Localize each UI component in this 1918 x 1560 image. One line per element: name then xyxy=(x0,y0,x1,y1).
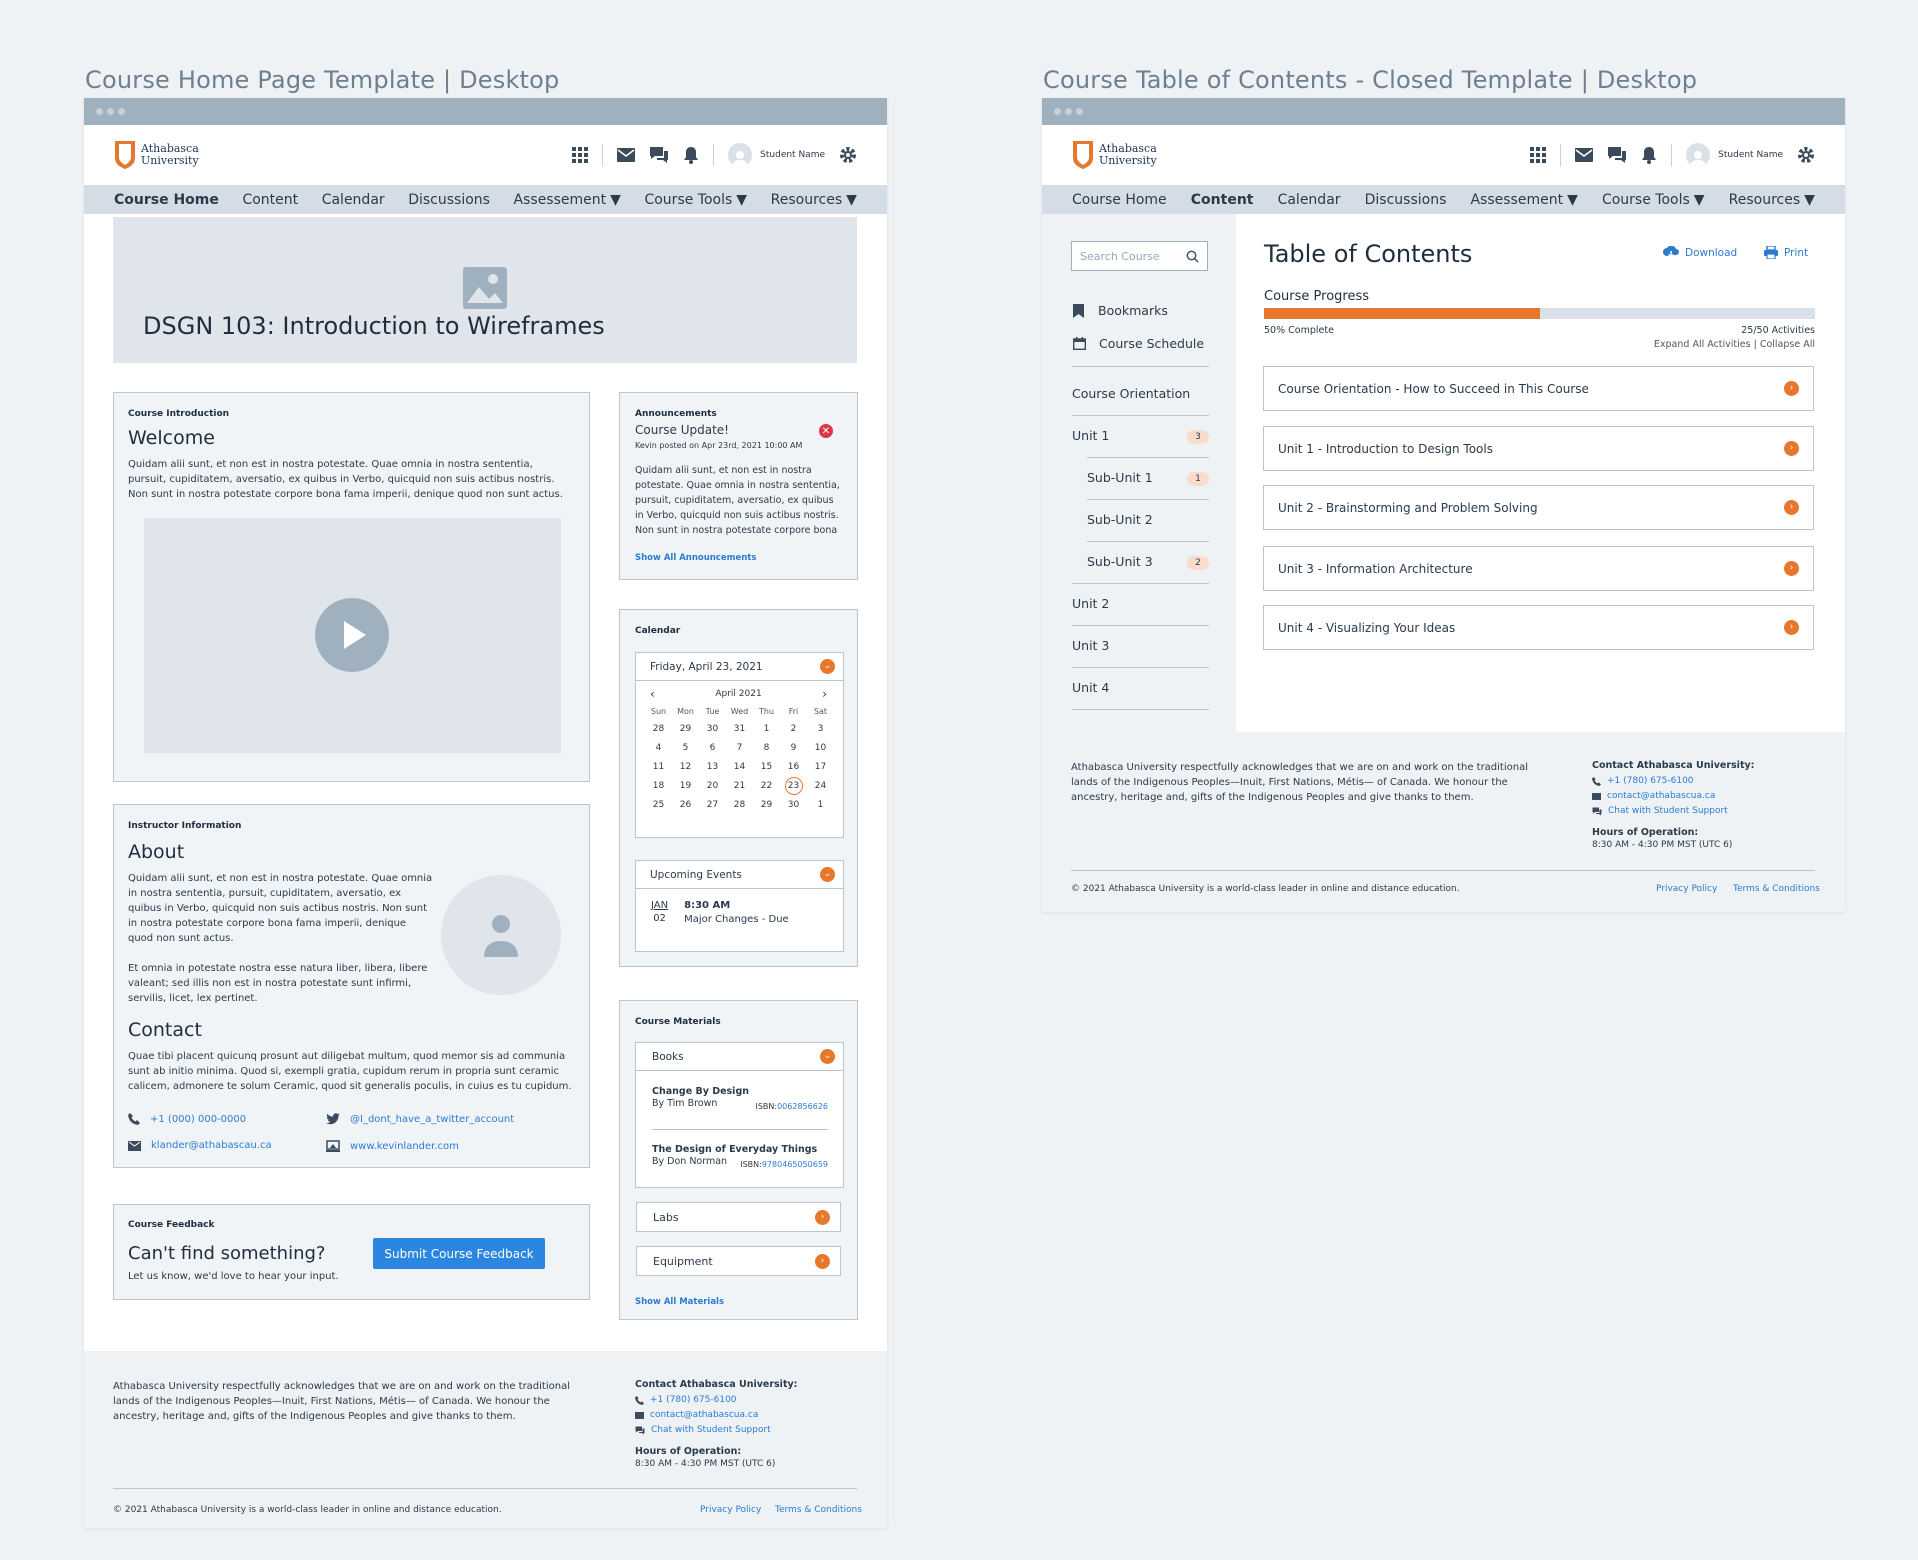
window-chrome xyxy=(84,98,887,125)
sidebar-item-sub-unit-1[interactable] xyxy=(1072,458,1209,499)
nav-course-home[interactable]: Course Home xyxy=(1072,191,1167,208)
book-isbn[interactable]: 9780465050659 xyxy=(761,1160,828,1169)
chevron-down-icon: ▼ xyxy=(1693,191,1705,208)
calendar-day[interactable]: 27 xyxy=(706,799,719,810)
calendar-day[interactable]: 12 xyxy=(679,761,692,772)
book-title: Change By Design xyxy=(652,1086,750,1097)
contact-title: Contact Athabasca University: xyxy=(1592,760,1755,771)
today-marker xyxy=(785,777,803,795)
announcements-card xyxy=(619,392,858,580)
card-text: Quidam alii sunt, et non est in nostra potestate. Quae omnia in nostra sententia, pursuit, cupiditatem, aversatio, ex quibus in Verbo, quicquid non suis actibus nostris. Non sunt in nostra potestate corpore bona fama imperii, denique quod non sunt actus. xyxy=(128,459,563,500)
expand-collapse-links[interactable]: Expand All Activities | Collapse All xyxy=(1653,339,1815,350)
user-name: Student Name xyxy=(1718,150,1783,160)
footer-email[interactable] xyxy=(1592,789,1754,804)
phone-text: +1 (000) 000-0000 xyxy=(150,1113,247,1125)
user-menu[interactable] xyxy=(1686,143,1783,167)
calendar-day[interactable]: 31 xyxy=(733,723,746,734)
calendar-day[interactable]: 20 xyxy=(706,780,719,791)
site-header xyxy=(84,125,887,185)
chevron-right-icon: › xyxy=(815,1254,830,1269)
book-author: By Tim Brown xyxy=(652,1098,718,1109)
toc-row-unit-3[interactable] xyxy=(1263,546,1814,591)
divider xyxy=(1072,366,1209,367)
card-label: Course Introduction xyxy=(128,409,230,419)
announcement-text: Quidam alii sunt, et non est in nostra potestate. Quae omnia in nostra sententia, pursuit, cupiditatem, aversatio, ex quibus in Verbo, quicquid non suis actibus nostris. Non sunt in nostra potestate corpore bona xyxy=(635,465,840,536)
apps-grid-icon[interactable] xyxy=(1530,147,1546,163)
nav-course-tools-label: Course Tools xyxy=(1601,191,1690,208)
download-button[interactable] xyxy=(1663,246,1737,259)
isbn-label: ISBN: xyxy=(740,1160,762,1169)
calendar-day[interactable]: 18 xyxy=(652,780,665,791)
chevron-right-icon: › xyxy=(1784,381,1799,396)
sidebar-item-label: Unit 3 xyxy=(1072,638,1110,653)
count-badge: 1 xyxy=(1187,472,1209,486)
labs-label: Labs xyxy=(653,1210,679,1224)
calendar-day[interactable]: 16 xyxy=(787,761,800,772)
day-header: Tue xyxy=(705,706,720,716)
event-item[interactable] xyxy=(636,889,843,927)
logo-line1: Athabasca xyxy=(141,142,199,155)
phone-icon xyxy=(128,1113,140,1125)
about-text: Quidam alii sunt, et non est in nostra potestate. Quae omnia in nostra sententia, pursuit, cupiditatem, aversatio, ex quibus in Verbo, quicquid non suis actibus nostris. Non sunt in nostra potestate corpore bona fama imperii, denique quod non sunt actus. xyxy=(128,873,433,944)
instructor-website[interactable] xyxy=(326,1140,459,1152)
chevron-left-icon[interactable]: ‹ xyxy=(650,687,655,701)
print-label: Print xyxy=(1784,246,1809,259)
footer-divider xyxy=(113,1488,857,1489)
toc-sidebar xyxy=(1042,214,1236,732)
toc-row-course-orientation[interactable] xyxy=(1263,366,1814,411)
calendar-day[interactable]: 22 xyxy=(760,780,773,791)
land-acknowledgement: Athabasca University respectfully acknowledges that we are on and work on the traditional lands of the Indigenous Peoples—Inuit, First Nations, Métis— of Canada. We honour the ancestry, heritage and, gifts of the Indigenous Peoples and give thanks to them. xyxy=(113,1381,570,1422)
chevron-right-icon: › xyxy=(1784,561,1799,576)
footer-email-text: contact@athabascua.ca xyxy=(1607,791,1716,801)
mail-icon[interactable] xyxy=(1575,148,1593,162)
sidebar-item-label: Unit 1 xyxy=(1072,428,1110,443)
calendar-day[interactable]: 26 xyxy=(679,799,692,810)
calendar-card xyxy=(619,609,858,967)
athabasca-logo[interactable] xyxy=(1072,140,1157,170)
email-icon xyxy=(1592,793,1601,800)
footer-chat-text: Chat with Student Support xyxy=(651,1425,771,1435)
selected-date: Friday, April 23, 2021 xyxy=(650,660,763,673)
website-text: www.kevinlander.com xyxy=(350,1140,459,1152)
book-isbn[interactable]: 0062856626 xyxy=(777,1102,828,1111)
day-header: Sun xyxy=(650,706,667,716)
user-avatar-icon xyxy=(1686,143,1710,167)
privacy-policy-link[interactable]: Privacy Policy xyxy=(700,1505,762,1515)
count-badge: 3 xyxy=(1187,430,1209,444)
card-label: Announcements xyxy=(635,409,717,419)
terms-link[interactable]: Terms & Conditions xyxy=(1733,884,1820,894)
logo-line2: University xyxy=(1099,154,1157,167)
about-heading: About xyxy=(128,841,185,863)
print-button[interactable] xyxy=(1764,246,1808,259)
video-player[interactable] xyxy=(144,518,561,753)
footer-contact xyxy=(635,1377,797,1470)
calendar-widget xyxy=(635,652,844,838)
card-label: Course Feedback xyxy=(128,1220,215,1230)
calendar-day[interactable]: 5 xyxy=(682,742,689,753)
calendar-day[interactable]: 30 xyxy=(706,723,719,734)
table-of-contents-frame xyxy=(1042,98,1845,912)
calendar-day[interactable]: 28 xyxy=(652,723,665,734)
labs-accordion[interactable] xyxy=(636,1202,841,1232)
event-title: Major Changes - Due xyxy=(684,914,789,925)
course-schedule-label: Course Schedule xyxy=(1099,336,1205,351)
calendar-day-today[interactable]: 23 xyxy=(780,776,807,795)
chevron-down-icon: ▼ xyxy=(610,191,621,208)
progress-complete-text: 50% Complete xyxy=(1264,325,1334,336)
announcement-meta: Kevin posted on Apr 23rd, 2021 10:00 AM xyxy=(635,441,803,450)
hours-title: Hours of Operation: xyxy=(1592,827,1699,838)
nav-course-home[interactable]: Course Home xyxy=(114,191,219,208)
phone-icon xyxy=(1592,777,1601,786)
hours-text: 8:30 AM - 4:30 PM MST (UTC 6) xyxy=(635,1459,776,1469)
chevron-right-icon: › xyxy=(815,1210,830,1225)
site-footer xyxy=(84,1351,887,1528)
nav-discussions[interactable]: Discussions xyxy=(1364,191,1447,208)
day-header: Wed xyxy=(730,706,749,716)
privacy-policy-link[interactable]: Privacy Policy xyxy=(1656,884,1718,894)
day-header: Mon xyxy=(677,706,694,716)
bookmark-icon xyxy=(1073,304,1084,318)
left-page-title: Course Home Page Template | Desktop xyxy=(85,66,560,94)
day-header: Fri xyxy=(788,706,799,716)
logo-line1: Athabasca xyxy=(1099,142,1157,155)
nav-course-tools[interactable] xyxy=(1602,192,1705,208)
announcement-title: Course Update! xyxy=(635,423,729,437)
footer-phone[interactable] xyxy=(635,1393,797,1408)
calendar-grid xyxy=(645,703,834,814)
book-item xyxy=(652,1144,828,1171)
card-label: Instructor Information xyxy=(128,821,242,831)
card-heading: Welcome xyxy=(128,427,215,449)
window-chrome xyxy=(1042,98,1845,125)
books-header[interactable] xyxy=(636,1043,843,1071)
avatar-placeholder-icon xyxy=(441,875,561,995)
sidebar-item-unit-2[interactable] xyxy=(1072,584,1209,625)
course-feedback-card xyxy=(113,1204,590,1300)
calendar-day[interactable]: 17 xyxy=(814,761,827,772)
site-header xyxy=(1042,125,1845,185)
event-time: 8:30 AM xyxy=(684,900,731,911)
calendar-day[interactable]: 11 xyxy=(652,761,665,772)
nav-calendar[interactable]: Calendar xyxy=(321,191,385,208)
nav-assessement[interactable] xyxy=(1470,192,1577,208)
calendar-day[interactable]: 25 xyxy=(652,799,665,810)
chevron-down-icon[interactable]: ⌄ xyxy=(820,659,835,674)
calendar-day[interactable]: 24 xyxy=(814,780,827,791)
toc-row-label: Unit 4 - Visualizing Your Ideas xyxy=(1278,620,1456,635)
footer-chat[interactable] xyxy=(1592,804,1754,819)
header-divider xyxy=(602,144,603,166)
day-header: Sat xyxy=(813,706,828,716)
card-label: Calendar xyxy=(635,626,681,636)
calendar-day[interactable]: 4 xyxy=(655,742,662,753)
nav-calendar[interactable]: Calendar xyxy=(1277,191,1341,208)
email-text: klander@athabascau.ca xyxy=(151,1140,272,1151)
day-header: Thu xyxy=(758,706,775,716)
chevron-down-icon: ▼ xyxy=(846,191,857,208)
calendar-day[interactable]: 6 xyxy=(709,742,716,753)
header-divider xyxy=(713,144,714,166)
instructor-phone[interactable] xyxy=(128,1113,246,1125)
chevron-down-icon: ▼ xyxy=(1567,191,1578,208)
submit-feedback-button[interactable]: Submit Course Feedback xyxy=(373,1238,545,1269)
copyright: © 2021 Athabasca University is a world-class leader in online and distance education. xyxy=(113,1505,502,1515)
footer-phone[interactable] xyxy=(1592,774,1754,789)
footer-chat-text: Chat with Student Support xyxy=(1608,806,1728,816)
close-icon[interactable]: ✕ xyxy=(819,424,833,438)
calendar-day[interactable]: 29 xyxy=(679,723,692,734)
user-avatar-icon xyxy=(728,143,752,167)
about-text-2: Et omnia in potestate nostra esse natura liber, libera, libere valeant; sed illis non est in nostra potestate sunt infirmi, servilis, licet, lex pertinet. xyxy=(128,963,428,1004)
download-icon xyxy=(1663,246,1679,259)
gear-icon[interactable] xyxy=(1797,146,1815,164)
land-acknowledgement: Athabasca University respectfully acknowledges that we are on and work on the traditional lands of the Indigenous Peoples—Inuit, First Nations, Métis— of Canada. We honour the ancestry, heritage and, gifts of the Indigenous Peoples and give thanks to them. xyxy=(1071,762,1528,803)
chevron-right-icon: › xyxy=(1784,620,1799,635)
phone-icon xyxy=(635,1396,644,1405)
terms-link[interactable]: Terms & Conditions xyxy=(775,1505,862,1515)
contact-text: Quae tibi placent quicunq prosunt aut diligebat multum, quod memor sis ad communia sunt ab initio minima. Quod si, exempli gratia, cupidum rerum in propria sunt ceramic calicem, admonere te solum Ceramic, quod sit generalis poculis, in cuius es tu cupidum. xyxy=(128,1051,572,1092)
calendar-day[interactable]: 15 xyxy=(760,761,773,772)
calendar-day[interactable]: 21 xyxy=(733,780,746,791)
nav-assessement[interactable] xyxy=(514,192,621,208)
email-icon xyxy=(635,1412,644,1419)
mail-icon[interactable] xyxy=(617,148,635,162)
site-footer xyxy=(1042,732,1845,912)
isbn-label: ISBN: xyxy=(755,1102,778,1111)
athabasca-logo[interactable] xyxy=(114,140,199,170)
bell-icon[interactable] xyxy=(683,146,699,164)
instructor-twitter[interactable] xyxy=(326,1113,514,1125)
divider xyxy=(1072,709,1209,710)
nav-course-tools-label: Course Tools xyxy=(644,191,733,208)
nav-resources-label: Resources xyxy=(1728,191,1801,208)
progress-activities: 25/50 Activities xyxy=(1741,325,1815,336)
calendar-day[interactable]: 3 xyxy=(817,723,824,734)
print-icon xyxy=(1764,246,1778,259)
chevron-down-icon[interactable]: ⌄ xyxy=(820,1049,835,1064)
nav-resources[interactable] xyxy=(771,192,857,208)
nav-course-tools[interactable] xyxy=(644,192,747,208)
header-divider xyxy=(1560,144,1561,166)
instructor-card xyxy=(113,804,590,1168)
chevron-right-icon: › xyxy=(1784,441,1799,456)
sidebar-item-sub-unit-3[interactable] xyxy=(1072,542,1209,583)
calendar-month: April 2021 xyxy=(715,689,762,699)
bell-icon[interactable] xyxy=(1641,146,1657,164)
equipment-label: Equipment xyxy=(653,1254,713,1268)
nav-resources-label: Resources xyxy=(770,191,843,208)
calendar-day[interactable]: 19 xyxy=(679,780,692,791)
nav-discussions[interactable]: Discussions xyxy=(408,191,490,208)
user-menu[interactable] xyxy=(728,143,825,167)
toc-row-label: Course Orientation - How to Succeed in This Course xyxy=(1278,381,1589,396)
user-name: Student Name xyxy=(760,150,825,160)
instructor-email[interactable] xyxy=(128,1140,272,1151)
copyright: © 2021 Athabasca University is a world-class leader in online and distance education. xyxy=(1071,884,1460,894)
course-hero xyxy=(113,217,857,363)
chevron-down-icon: ▼ xyxy=(736,191,748,208)
apps-grid-icon[interactable] xyxy=(572,147,588,163)
books-label: Books xyxy=(652,1050,684,1063)
shield-logo-icon xyxy=(1072,140,1094,170)
footer-email[interactable] xyxy=(635,1408,797,1423)
calendar-day[interactable]: 13 xyxy=(706,761,719,772)
twitter-icon xyxy=(326,1113,340,1125)
chevron-down-icon: ▼ xyxy=(1804,191,1815,208)
nav-assessement-label: Assessement xyxy=(1470,191,1564,208)
email-icon xyxy=(128,1141,141,1151)
sidebar-item-label: Sub-Unit 3 xyxy=(1087,554,1153,569)
calendar-day[interactable]: 14 xyxy=(733,761,746,772)
search-placeholder: Search Course xyxy=(1080,249,1160,263)
date-select[interactable] xyxy=(636,653,843,681)
feedback-heading: Can't find something? xyxy=(128,1243,326,1264)
calendar-day[interactable]: 30 xyxy=(787,799,800,810)
sidebar-item-course-orientation[interactable] xyxy=(1072,374,1209,415)
upcoming-events xyxy=(635,860,844,952)
sidebar-item-label: Unit 4 xyxy=(1072,680,1110,695)
books-accordion xyxy=(635,1042,844,1188)
nav-content[interactable]: Content xyxy=(242,191,299,208)
calendar-day[interactable]: 8 xyxy=(763,742,770,753)
nav-resources[interactable] xyxy=(1729,192,1815,208)
gear-icon[interactable] xyxy=(839,146,857,164)
logo-line2: University xyxy=(141,154,199,167)
toc-row-label: Unit 3 - Information Architecture xyxy=(1278,561,1473,576)
search-icon[interactable] xyxy=(1186,250,1199,263)
chat-icon xyxy=(1592,807,1602,816)
course-title: DSGN 103: Introduction to Wireframes xyxy=(143,312,605,340)
calendar-day[interactable]: 1 xyxy=(763,723,770,734)
chat-icon[interactable] xyxy=(649,146,669,164)
download-label: Download xyxy=(1685,246,1738,259)
chat-icon xyxy=(635,1426,645,1435)
show-all-materials-link[interactable]: Show All Materials xyxy=(635,1297,725,1307)
sidebar-item-label: Sub-Unit 2 xyxy=(1087,512,1153,527)
sidebar-item-sub-unit-2[interactable] xyxy=(1072,500,1209,541)
bookmarks-label: Bookmarks xyxy=(1098,303,1168,318)
course-schedule-link[interactable] xyxy=(1073,336,1204,351)
card-label: Course Materials xyxy=(635,1017,721,1027)
footer-contact xyxy=(1592,758,1754,851)
calendar-day[interactable]: 9 xyxy=(790,742,797,753)
website-icon xyxy=(326,1140,340,1152)
hours-text: 8:30 AM - 4:30 PM MST (UTC 6) xyxy=(1592,840,1733,850)
sidebar-item-label: Unit 2 xyxy=(1072,596,1110,611)
chevron-right-icon[interactable]: › xyxy=(822,687,827,701)
count-badge: 2 xyxy=(1187,556,1209,570)
toc-row-unit-1[interactable] xyxy=(1263,426,1814,471)
book-item xyxy=(652,1086,828,1113)
sidebar-item-label: Course Orientation xyxy=(1072,386,1191,401)
contact-heading: Contact xyxy=(128,1019,202,1041)
book-author: By Don Norman xyxy=(652,1156,728,1167)
toc-main xyxy=(1236,214,1845,732)
sidebar-item-unit-1[interactable] xyxy=(1072,416,1209,457)
header-divider xyxy=(1671,144,1672,166)
course-introduction-card xyxy=(113,392,590,782)
footer-phone-text: +1 (780) 675-6100 xyxy=(1607,776,1694,786)
course-materials-card xyxy=(619,1000,858,1320)
calendar-day[interactable]: 28 xyxy=(733,799,746,810)
progress-bar xyxy=(1264,308,1815,319)
footer-chat[interactable] xyxy=(635,1423,797,1438)
sidebar-item-label: Sub-Unit 1 xyxy=(1087,470,1153,485)
sidebar-item-unit-3[interactable] xyxy=(1072,626,1209,667)
calendar-icon xyxy=(1073,337,1086,350)
hours-title: Hours of Operation: xyxy=(635,1446,742,1457)
progress-fill xyxy=(1264,308,1540,319)
footer-divider xyxy=(1071,870,1815,871)
toc-row-unit-4[interactable] xyxy=(1263,605,1814,650)
calendar-day[interactable]: 29 xyxy=(760,799,773,810)
right-page-title: Course Table of Contents - Closed Template | Desktop xyxy=(1043,66,1698,94)
equipment-accordion[interactable] xyxy=(636,1246,841,1276)
chevron-right-icon: › xyxy=(1784,500,1799,515)
show-all-announcements-link[interactable]: Show All Announcements xyxy=(635,553,757,563)
main-nav xyxy=(84,185,887,214)
event-day: 02 xyxy=(653,913,666,924)
toc-row-unit-2[interactable] xyxy=(1263,485,1814,530)
chat-icon[interactable] xyxy=(1607,146,1627,164)
nav-content[interactable]: Content xyxy=(1190,191,1254,208)
bookmarks-link[interactable] xyxy=(1073,303,1168,318)
image-placeholder-icon xyxy=(463,267,507,309)
search-input[interactable] xyxy=(1071,241,1208,271)
nav-assessement-label: Assessement xyxy=(513,191,607,208)
twitter-text: @I_dont_have_a_twitter_account xyxy=(350,1113,515,1125)
book-title: The Design of Everyday Things xyxy=(652,1144,818,1155)
chevron-down-icon[interactable]: ⌄ xyxy=(820,867,835,882)
event-month: JAN xyxy=(651,900,669,911)
main-nav xyxy=(1042,185,1845,214)
shield-logo-icon xyxy=(114,140,136,170)
calendar-day[interactable]: 1 xyxy=(817,799,824,810)
feedback-sub: Let us know, we'd love to hear your input. xyxy=(128,1271,339,1282)
footer-email-text: contact@athabascua.ca xyxy=(650,1410,759,1420)
toc-title: Table of Contents xyxy=(1264,240,1473,268)
toc-row-label: Unit 2 - Brainstorming and Problem Solving xyxy=(1278,500,1538,515)
calendar-day[interactable]: 10 xyxy=(814,742,827,753)
contact-title: Contact Athabasca University: xyxy=(635,1379,798,1390)
footer-phone-text: +1 (780) 675-6100 xyxy=(650,1395,737,1405)
upcoming-events-header[interactable] xyxy=(636,861,843,889)
upcoming-events-label: Upcoming Events xyxy=(650,868,742,881)
calendar-day[interactable]: 2 xyxy=(790,723,797,734)
play-icon[interactable] xyxy=(315,598,389,672)
calendar-day[interactable]: 7 xyxy=(736,742,743,753)
sidebar-item-unit-4[interactable] xyxy=(1072,668,1209,709)
progress-label: Course Progress xyxy=(1264,289,1369,304)
toc-row-label: Unit 1 - Introduction to Design Tools xyxy=(1278,441,1493,456)
divider xyxy=(652,1129,828,1130)
course-home-frame xyxy=(84,98,887,1528)
